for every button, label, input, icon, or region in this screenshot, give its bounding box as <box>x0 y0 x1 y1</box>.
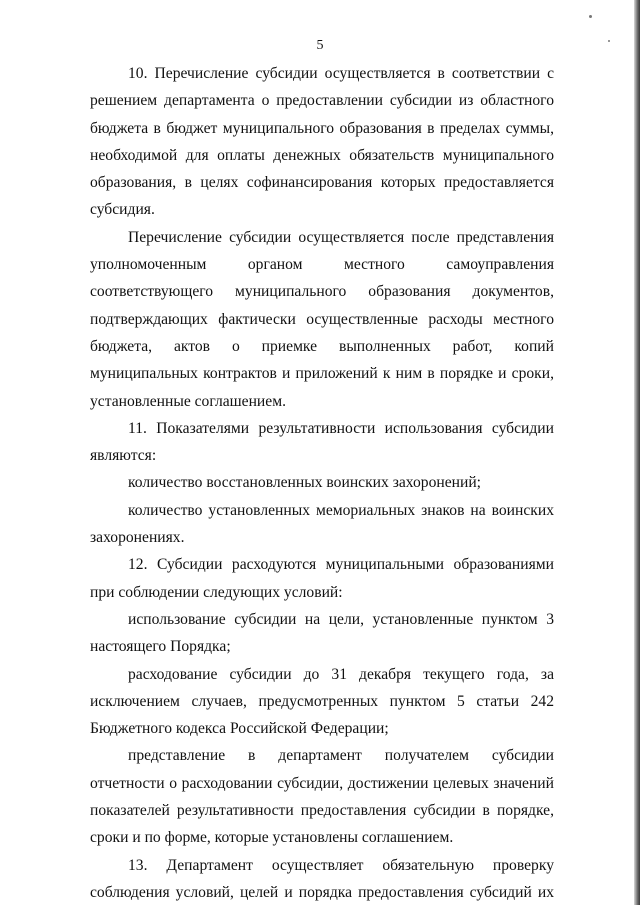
paragraph-12: 12. Субсидии расходуются муниципальными образованиями при соблюдении следующих условий: <box>90 556 554 601</box>
paragraph-11: 11. Показателями результативности использования субсидии являются: <box>90 419 554 465</box>
condition-item: расходование субсидии до 31 декабря текущего года, за исключением случаев, предусмотренных пунктом 5 статьи 242 Бюджетного кодекса Российской Федерации; <box>90 665 554 738</box>
condition-item: использование субсидии на цели, установленные пунктом 3 настоящего Порядка; <box>90 610 554 656</box>
paragraph-transfer-conditions: Перечисление субсидии осуществляется после представления уполномоченным органом местного самоуправления соответствующего муниципального образования документов, подтверждающих фактически осуществленные расходы местного бюджета, актов о приемке выполненных работ, копий муниципальных контрактов и приложений к ним в порядке и сроки, установленные соглашением. <box>90 228 554 410</box>
scan-speck <box>589 15 592 18</box>
condition-item: представление в департамент получателем субсидии отчетности о расходовании субсидии, достижении целевых значений показателей результативности предоставления субсидии в порядке, сроки и по форме, которые установлены соглашением. <box>90 747 554 847</box>
scan-edge-shadow <box>634 0 640 905</box>
page-number: 5 <box>316 38 324 53</box>
indicator-item: количество восстановленных воинских захоронений; <box>128 474 482 492</box>
indicator-item: количество установленных мемориальных знаков на воинских захоронениях. <box>90 501 554 547</box>
paragraph-10: 10. Перечисление субсидии осуществляется в соответствии с решением департамента о предоставлении субсидии из областного бюджета в бюджет муниципального образования в пределах суммы, необходимой для оплаты денежных обязательств муниципального образования, в целях софинансирования которых предоставляется субсидия. <box>90 65 554 219</box>
document-body <box>90 60 554 906</box>
paragraph-13: 13. Департамент осуществляет обязательную проверку соблюдения условий, целей и порядка предоставления субсидий их <box>90 856 554 901</box>
